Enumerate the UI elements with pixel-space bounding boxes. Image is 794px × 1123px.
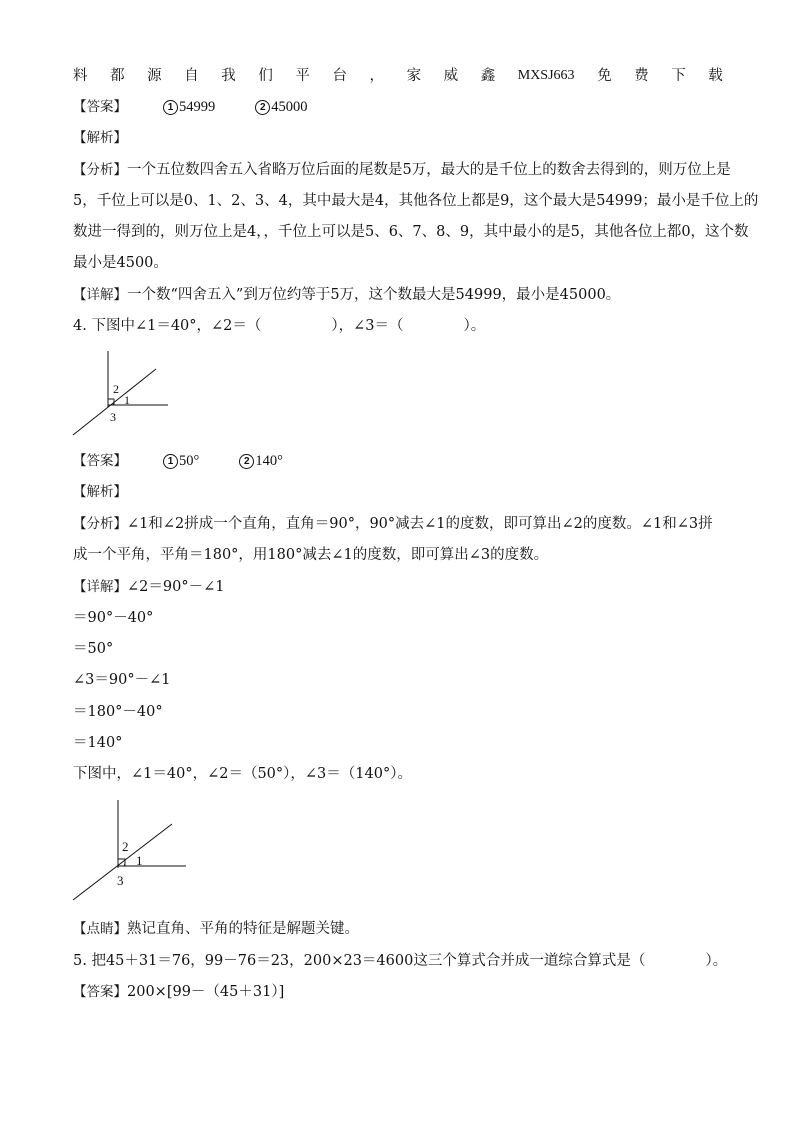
header-char: 我 [221,68,236,84]
dianjing-tag: 【点睛】 [73,921,127,937]
angle-label-1: 1 [136,853,143,868]
paragraph-text: 最小是4500。 [73,255,168,271]
paragraph-text: 成一个平角，平角＝180°，用180°减去∠1的度数，即可算出∠3的度数。 [73,547,549,563]
q4-fenxi-line-2 [73,545,723,565]
slanted-line [73,369,156,435]
calc-step: ∠2＝90°－∠1 [127,579,225,595]
calc-step: ＝50° [73,641,114,657]
q4-xiangjie-line [73,577,723,597]
angle-figure [70,345,180,445]
paragraph-text: 数进一得到的，则万位上是4，，千位上可以是5、6、7、8、9，其中最小的是5，其他各位上都0，这个数 [73,224,749,240]
answer-tag: 【答案】 [73,99,127,115]
header-char: 家 [406,68,422,84]
answer-tag: 【答案】 [73,984,127,1000]
paragraph-text: 5，千位上可以是0、1、2、3、4，其中最大是4，其他各位上都是9，这个最大是54999；最小是千位上的 [73,193,759,209]
q4-restated [73,764,723,784]
calc-step: ＝140° [73,735,123,751]
calc-line [73,670,723,690]
paragraph-text: 一个五位数四舍五入省略万位后面的尾数是5万，最大的是千位上的数舍去得到的，则万位上是 [127,162,731,178]
circled-one-icon: 1 [163,100,178,115]
slanted-line [73,824,172,900]
fenxi-tag: 【分析】 [73,162,127,178]
answer-value: 54999 [179,99,216,115]
header-char: 威 [443,68,459,84]
q3-answer-line [73,97,723,117]
answer-value: 200×[99－（45＋31）] [127,984,285,1000]
question-text: ）。 [463,318,486,334]
header-code: MXSJ663 [517,68,575,83]
answer-value: 140° [255,453,283,469]
calc-line [73,608,723,628]
calc-step: ＝180°－40° [73,704,163,720]
paragraph-text: 下图中，∠1＝40°，∠2＝（50°），∠3＝（140°）。 [73,766,412,782]
q3-jiexi-line [73,128,723,148]
angle-label-2: 2 [113,382,119,396]
header-char: 费 [634,68,649,84]
header-char: 载 [708,68,723,84]
calc-line [73,639,723,659]
fenxi-tag: 【分析】 [73,516,127,532]
q3-fenxi-line-2 [73,191,759,211]
question-text: 5. 把45＋31＝76，99－76＝23，200×23＝4600这三个算式合并成一道综合算式是（ [73,953,646,969]
q4-jiexi-line [73,482,723,502]
header-char: 料 [73,68,88,84]
calc-step: ＝90°－40° [73,610,154,626]
q4-answer-line [73,451,723,471]
header-char: 都 [110,68,125,84]
angle-figure [70,796,200,906]
calc-step: ∠3＝90°－∠1 [73,672,171,688]
answer-value: 45000 [271,99,308,115]
header-char: 鑫 [480,68,496,84]
angle-label-3: 3 [110,410,116,424]
angle-label-1: 1 [124,393,130,407]
angle-label-2: 2 [122,839,129,854]
header-char: ， [369,68,384,84]
xiangjie-tag: 【详解】 [73,287,127,303]
circled-two-icon: 2 [255,100,270,115]
header-char: 平 [295,68,310,84]
paragraph-text: ∠1和∠2拼成一个直角，直角＝90°，90°减去∠1的度数，即可算出∠2的度数。∠1和∠3拼 [127,516,713,532]
q4-stem [73,316,723,336]
q3-fenxi-line-1 [73,160,731,180]
q3-fenxi-line-3 [73,222,749,242]
circled-two-icon: 2 [239,454,254,469]
jiexi-tag: 【解析】 [73,484,127,500]
paragraph-text: 熟记直角、平角的特征是解题关键。 [127,921,359,937]
xiangjie-tag: 【详解】 [73,579,127,595]
header-line [73,66,723,86]
header-char: 免 [597,68,612,84]
q4-fenxi-line-1 [73,514,723,534]
q3-fenxi-line-4 [73,253,723,273]
paragraph-text: 一个数“四舍五入”到万位约等于5万，这个数最大是54999，最小是45000。 [127,287,621,303]
q5-stem [73,951,728,971]
question-text: ）。 [705,953,728,969]
header-char: 下 [671,68,686,84]
q5-answer-line [73,982,723,1002]
answer-tag: 【答案】 [73,453,127,469]
circled-one-icon: 1 [163,454,178,469]
header-char: 们 [258,68,273,84]
question-text: ），∠3＝（ [331,318,404,334]
calc-line [73,702,723,722]
jiexi-tag: 【解析】 [73,130,127,146]
header-char: 源 [147,68,162,84]
q3-xiangjie-line [73,285,723,305]
answer-value: 50° [179,453,200,469]
header-char: 台 [332,68,347,84]
angle-label-3: 3 [117,873,124,888]
q4-dianjing-line [73,919,723,939]
header-char: 自 [184,68,199,84]
calc-line [73,733,723,753]
question-text: 4. 下图中∠1＝40°，∠2＝（ [73,318,262,334]
